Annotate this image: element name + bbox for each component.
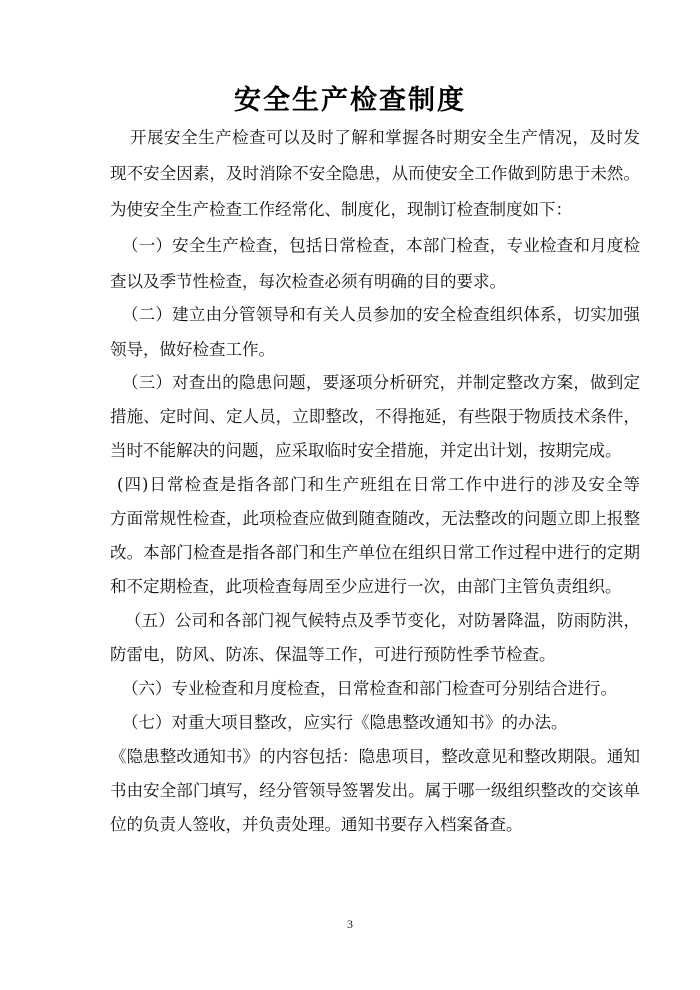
paragraph-line: (四)日常检查是指各部门和生产班组在日常工作中进行的涉及安全等	[117, 475, 640, 494]
paragraph-line: 书由安全部门填写，经分管领导签署发出。属于哪一级组织整改的交该单	[110, 781, 640, 800]
document-title: 安全生产检查制度	[234, 85, 466, 116]
paragraph-line: （三）对查出的隐患问题，要逐项分析研究，并制定整改方案，做到定	[122, 373, 640, 392]
paragraph-line: 改。本部门检查是指各部门和生产单位在组织日常工作过程中进行的定期	[110, 543, 640, 562]
paragraph-line: 《隐患整改通知书》的内容包括：隐患项目，整改意见和整改期限。通知	[110, 747, 640, 766]
paragraph-line: 防雷电，防风、防冻、保温等工作，可进行预防性季节检查。	[110, 645, 556, 664]
page-number: 3	[347, 917, 353, 931]
paragraph-line: （二）建立由分管领导和有关人员参加的安全检查组织体系，切实加强	[122, 305, 640, 324]
paragraph-line: 当时不能解决的问题，应采取临时安全措施，并定出计划，按期完成。	[110, 441, 622, 460]
paragraph-line: （五）公司和各部门视气候特点及季节变化，对防暑降温，防雨防洪，	[125, 611, 640, 630]
paragraph-line: 和不定期检查，此项检查每周至少应进行一次，由部门主管负责组织。	[110, 577, 622, 596]
paragraph-line: （六）专业检查和月度检查，日常检查和部门检查可分别结合进行。	[122, 679, 617, 698]
paragraph-line: 位的负责人签收，并负责处理。通知书要存入档案备查。	[110, 815, 523, 834]
paragraph-line: 开展安全生产检查可以及时了解和掌握各时期安全生产情况，及时发	[130, 128, 640, 147]
paragraph-line: 查以及季节性检查，每次检查必须有明确的目的要求。	[110, 272, 506, 291]
paragraph-line: （七）对重大项目整改，应实行《隐患整改通知书》的办法。	[122, 713, 568, 732]
paragraph-line: （一）安全生产检查，包括日常检查，本部门检查，专业检查和月度检	[122, 236, 640, 255]
paragraph-line: 现不安全因素，及时消除不安全隐患，从而使安全工作做到防患于未然。	[110, 164, 640, 183]
paragraph-line: 为使安全生产检查工作经常化、制度化，现制订检查制度如下：	[110, 200, 572, 219]
paragraph-line: 领导，做好检查工作。	[110, 340, 275, 359]
paragraph-line: 措施、定时间、定人员，立即整改，不得拖延，有些限于物质技术条件，	[110, 407, 640, 426]
paragraph-line: 方面常规性检查，此项检查应做到随查随改，无法整改的问题立即上报整	[110, 509, 640, 528]
